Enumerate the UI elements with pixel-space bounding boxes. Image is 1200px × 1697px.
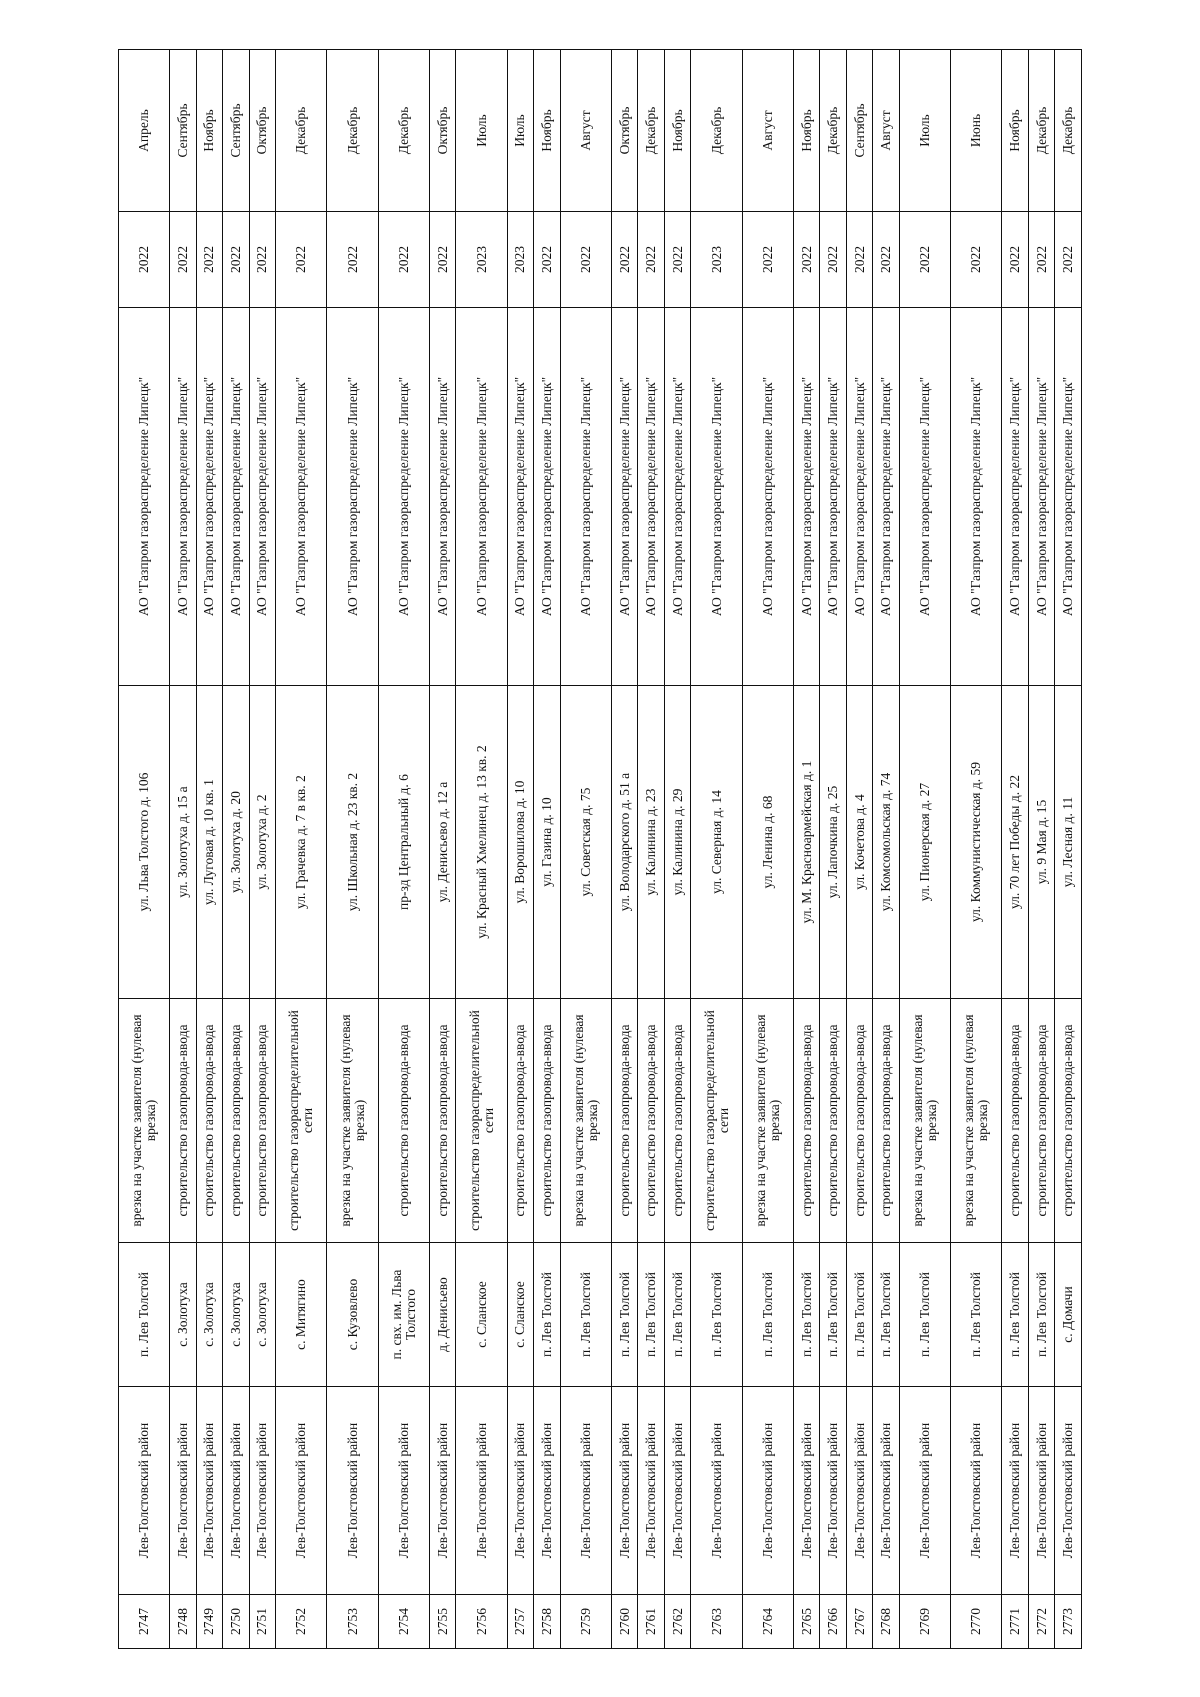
locality-cell: с. Сланское [507,1243,534,1387]
district-cell: Лев-Толстовский район [691,1387,742,1595]
month-cell: Октябрь [249,50,276,212]
table-row [378,50,429,1649]
district-cell: Лев-Толстовский район [611,1387,638,1595]
organization-cell: АО "Газпром газораспределение Липецк" [456,308,507,686]
month-cell: Декабрь [691,50,742,212]
work-type-cell: строительство газопровода-ввода [378,999,429,1243]
month-cell: Ноябрь [196,50,223,212]
row-number-cell: 2747 [119,1595,170,1649]
organization-cell: АО "Газпром газораспределение Липецк" [1055,308,1082,686]
month-cell: Октябрь [429,50,456,212]
month-cell: Июль [456,50,507,212]
district-cell: Лев-Толстовский район [820,1387,847,1595]
locality-cell: п. Лев Толстой [899,1243,950,1387]
organization-cell: АО "Газпром газораспределение Липецк" [899,308,950,686]
district-cell: Лев-Толстовский район [899,1387,950,1595]
organization-cell: АО "Газпром газораспределение Липецк" [742,308,793,686]
locality-cell: п. Лев Толстой [951,1243,1002,1387]
month-cell: Август [873,50,900,212]
month-cell: Декабрь [820,50,847,212]
district-cell: Лев-Толстовский район [223,1387,250,1595]
year-cell: 2022 [560,212,611,308]
work-type-cell: врезка на участке заявителя (нулевая врезка) [951,999,1002,1243]
locality-cell: п. Лев Толстой [560,1243,611,1387]
locality-cell: п. Лев Толстой [534,1243,561,1387]
address-cell: ул. Володарского д. 51 а [611,686,638,999]
address-cell: ул. Советская д. 75 [560,686,611,999]
year-cell: 2022 [327,212,378,308]
locality-cell: с. Митягино [276,1243,327,1387]
locality-cell: с. Золотуха [196,1243,223,1387]
month-cell: Декабрь [378,50,429,212]
row-number-cell: 2759 [560,1595,611,1649]
year-cell: 2022 [873,212,900,308]
year-cell: 2022 [378,212,429,308]
work-type-cell: строительство газораспределительной сети [276,999,327,1243]
table-row [873,50,900,1649]
locality-cell: п. Лев Толстой [119,1243,170,1387]
district-cell: Лев-Толстовский район [1002,1387,1029,1595]
work-type-cell: строительство газопровода-ввода [223,999,250,1243]
locality-cell: с. Домачи [1055,1243,1082,1387]
address-cell: ул. Пионерская д. 27 [899,686,950,999]
locality-cell: п. свх. им. Льва Толстого [378,1243,429,1387]
work-type-cell: строительство газопровода-ввода [1028,999,1055,1243]
work-type-cell: строительство газопровода-ввода [846,999,873,1243]
address-cell: ул. Золотуха д. 15 а [170,686,197,999]
locality-cell: п. Лев Толстой [742,1243,793,1387]
organization-cell: АО "Газпром газораспределение Липецк" [873,308,900,686]
gasification-register-table [118,49,1082,1649]
locality-cell: п. Лев Толстой [638,1243,665,1387]
row-number-cell: 2769 [899,1595,950,1649]
table-row [170,50,197,1649]
year-cell: 2022 [119,212,170,308]
row-number-cell: 2757 [507,1595,534,1649]
year-cell: 2022 [1055,212,1082,308]
row-number-cell: 2764 [742,1595,793,1649]
district-cell: Лев-Толстовский район [276,1387,327,1595]
table-row [223,50,250,1649]
district-cell: Лев-Толстовский район [560,1387,611,1595]
district-cell: Лев-Толстовский район [327,1387,378,1595]
row-number-cell: 2768 [873,1595,900,1649]
organization-cell: АО "Газпром газораспределение Липецк" [249,308,276,686]
row-number-cell: 2750 [223,1595,250,1649]
organization-cell: АО "Газпром газораспределение Липецк" [119,308,170,686]
work-type-cell: строительство газопровода-ввода [534,999,561,1243]
district-cell: Лев-Толстовский район [196,1387,223,1595]
table-row [1055,50,1082,1649]
month-cell: Ноябрь [664,50,691,212]
district-cell: Лев-Толстовский район [1055,1387,1082,1595]
year-cell: 2023 [507,212,534,308]
row-number-cell: 2748 [170,1595,197,1649]
work-type-cell: строительство газопровода-ввода [170,999,197,1243]
row-number-cell: 2749 [196,1595,223,1649]
table-row [1002,50,1029,1649]
row-number-cell: 2772 [1028,1595,1055,1649]
address-cell: ул. М. Красноармейская д. 1 [793,686,820,999]
row-number-cell: 2758 [534,1595,561,1649]
table-row [846,50,873,1649]
work-type-cell: строительство газопровода-ввода [638,999,665,1243]
organization-cell: АО "Газпром газораспределение Липецк" [664,308,691,686]
month-cell: Сентябрь [223,50,250,212]
organization-cell: АО "Газпром газораспределение Липецк" [560,308,611,686]
locality-cell: п. Лев Толстой [846,1243,873,1387]
district-cell: Лев-Толстовский район [170,1387,197,1595]
work-type-cell: строительство газораспределительной сети [691,999,742,1243]
month-cell: Декабрь [1055,50,1082,212]
locality-cell: п. Лев Толстой [873,1243,900,1387]
table-row [429,50,456,1649]
table-row [611,50,638,1649]
month-cell: Июль [507,50,534,212]
organization-cell: АО "Газпром газораспределение Липецк" [820,308,847,686]
district-cell: Лев-Толстовский район [378,1387,429,1595]
organization-cell: АО "Газпром газораспределение Липецк" [276,308,327,686]
row-number-cell: 2756 [456,1595,507,1649]
rotated-table-wrapper [118,50,1082,1649]
district-cell: Лев-Толстовский район [429,1387,456,1595]
year-cell: 2022 [793,212,820,308]
month-cell: Декабрь [1028,50,1055,212]
work-type-cell: строительство газопровода-ввода [1055,999,1082,1243]
month-cell: Ноябрь [534,50,561,212]
locality-cell: с. Золотуха [223,1243,250,1387]
address-cell: ул. Кочетова д. 4 [846,686,873,999]
work-type-cell: врезка на участке заявителя (нулевая врезка) [560,999,611,1243]
address-cell: ул. Калинина д. 29 [664,686,691,999]
table-row [793,50,820,1649]
table-row [951,50,1002,1649]
locality-cell: п. Лев Толстой [691,1243,742,1387]
month-cell: Сентябрь [846,50,873,212]
year-cell: 2022 [223,212,250,308]
month-cell: Сентябрь [170,50,197,212]
locality-cell: с. Кузовлево [327,1243,378,1387]
locality-cell: п. Лев Толстой [1002,1243,1029,1387]
year-cell: 2022 [638,212,665,308]
table-row [742,50,793,1649]
organization-cell: АО "Газпром газораспределение Липецк" [429,308,456,686]
organization-cell: АО "Газпром газораспределение Липецк" [793,308,820,686]
work-type-cell: строительство газораспределительной сети [456,999,507,1243]
row-number-cell: 2754 [378,1595,429,1649]
table-row [507,50,534,1649]
organization-cell: АО "Газпром газораспределение Липецк" [196,308,223,686]
row-number-cell: 2773 [1055,1595,1082,1649]
year-cell: 2022 [846,212,873,308]
month-cell: Октябрь [611,50,638,212]
address-cell: ул. Ленина д. 68 [742,686,793,999]
organization-cell: АО "Газпром газораспределение Липецк" [638,308,665,686]
table-row [276,50,327,1649]
row-number-cell: 2760 [611,1595,638,1649]
address-cell: ул. Луговая д. 10 кв. 1 [196,686,223,999]
table-row [820,50,847,1649]
locality-cell: д. Денисьево [429,1243,456,1387]
table-row [196,50,223,1649]
year-cell: 2022 [534,212,561,308]
month-cell: Декабрь [638,50,665,212]
row-number-cell: 2755 [429,1595,456,1649]
address-cell: ул. Грачевка д. 7 в кв. 2 [276,686,327,999]
locality-cell: п. Лев Толстой [664,1243,691,1387]
organization-cell: АО "Газпром газораспределение Липецк" [327,308,378,686]
organization-cell: АО "Газпром газораспределение Липецк" [170,308,197,686]
district-cell: Лев-Толстовский район [456,1387,507,1595]
year-cell: 2022 [664,212,691,308]
organization-cell: АО "Газпром газораспределение Липецк" [378,308,429,686]
table-row [664,50,691,1649]
row-number-cell: 2765 [793,1595,820,1649]
work-type-cell: строительство газопровода-ввода [507,999,534,1243]
table-row [691,50,742,1649]
address-cell: ул. Северная д. 14 [691,686,742,999]
work-type-cell: строительство газопровода-ввода [611,999,638,1243]
work-type-cell: строительство газопровода-ввода [1002,999,1029,1243]
work-type-cell: строительство газопровода-ввода [196,999,223,1243]
year-cell: 2022 [249,212,276,308]
district-cell: Лев-Толстовский район [742,1387,793,1595]
year-cell: 2022 [820,212,847,308]
row-number-cell: 2763 [691,1595,742,1649]
address-cell: ул. Ворошилова д. 10 [507,686,534,999]
locality-cell: с. Сланское [456,1243,507,1387]
district-cell: Лев-Толстовский район [846,1387,873,1595]
work-type-cell: строительство газопровода-ввода [664,999,691,1243]
work-type-cell: врезка на участке заявителя (нулевая врезка) [899,999,950,1243]
row-number-cell: 2770 [951,1595,1002,1649]
locality-cell: п. Лев Толстой [820,1243,847,1387]
row-number-cell: 2752 [276,1595,327,1649]
month-cell: Апрель [119,50,170,212]
organization-cell: АО "Газпром газораспределение Липецк" [611,308,638,686]
year-cell: 2023 [691,212,742,308]
month-cell: Июнь [951,50,1002,212]
district-cell: Лев-Толстовский район [664,1387,691,1595]
table-row [456,50,507,1649]
locality-cell: с. Золотуха [170,1243,197,1387]
month-cell: Декабрь [327,50,378,212]
row-number-cell: 2766 [820,1595,847,1649]
address-cell: пр-зд Центральный д. 6 [378,686,429,999]
year-cell: 2023 [456,212,507,308]
address-cell: ул. 70 лет Победы д. 22 [1002,686,1029,999]
work-type-cell: строительство газопровода-ввода [429,999,456,1243]
address-cell: ул. Калинина д. 23 [638,686,665,999]
address-cell: ул. Льва Толстого д. 106 [119,686,170,999]
month-cell: Июль [899,50,950,212]
month-cell: Декабрь [276,50,327,212]
row-number-cell: 2767 [846,1595,873,1649]
locality-cell: п. Лев Толстой [1028,1243,1055,1387]
year-cell: 2022 [1028,212,1055,308]
address-cell: ул. Коммунистическая д. 59 [951,686,1002,999]
address-cell: ул. Лесная д. 11 [1055,686,1082,999]
year-cell: 2022 [170,212,197,308]
table-body [119,50,1082,1649]
district-cell: Лев-Толстовский район [793,1387,820,1595]
organization-cell: АО "Газпром газораспределение Липецк" [691,308,742,686]
work-type-cell: врезка на участке заявителя (нулевая врезка) [327,999,378,1243]
year-cell: 2022 [611,212,638,308]
address-cell: ул. Газина д. 10 [534,686,561,999]
work-type-cell: врезка на участке заявителя (нулевая врезка) [119,999,170,1243]
work-type-cell: строительство газопровода-ввода [820,999,847,1243]
district-cell: Лев-Толстовский район [638,1387,665,1595]
month-cell: Ноябрь [1002,50,1029,212]
row-number-cell: 2762 [664,1595,691,1649]
month-cell: Август [742,50,793,212]
work-type-cell: строительство газопровода-ввода [873,999,900,1243]
year-cell: 2022 [951,212,1002,308]
year-cell: 2022 [899,212,950,308]
year-cell: 2022 [742,212,793,308]
organization-cell: АО "Газпром газораспределение Липецк" [1028,308,1055,686]
month-cell: Ноябрь [793,50,820,212]
year-cell: 2022 [196,212,223,308]
address-cell: ул. Красный Хмелинец д. 13 кв. 2 [456,686,507,999]
locality-cell: с. Золотуха [249,1243,276,1387]
year-cell: 2022 [429,212,456,308]
organization-cell: АО "Газпром газораспределение Липецк" [534,308,561,686]
address-cell: ул. Золотуха д. 2 [249,686,276,999]
address-cell: ул. Лапочкина д. 25 [820,686,847,999]
address-cell: ул. 9 Мая д. 15 [1028,686,1055,999]
work-type-cell: строительство газопровода-ввода [793,999,820,1243]
row-number-cell: 2751 [249,1595,276,1649]
district-cell: Лев-Толстовский район [873,1387,900,1595]
address-cell: ул. Комсомольская д. 74 [873,686,900,999]
address-cell: ул. Золотуха д. 20 [223,686,250,999]
row-number-cell: 2753 [327,1595,378,1649]
month-cell: Август [560,50,611,212]
organization-cell: АО "Газпром газораспределение Липецк" [507,308,534,686]
year-cell: 2022 [276,212,327,308]
organization-cell: АО "Газпром газораспределение Липецк" [1002,308,1029,686]
table-row [327,50,378,1649]
district-cell: Лев-Толстовский район [249,1387,276,1595]
organization-cell: АО "Газпром газораспределение Липецк" [846,308,873,686]
table-row [1028,50,1055,1649]
work-type-cell: строительство газопровода-ввода [249,999,276,1243]
address-cell: ул. Денисьево д. 12 а [429,686,456,999]
district-cell: Лев-Толстовский район [507,1387,534,1595]
year-cell: 2022 [1002,212,1029,308]
district-cell: Лев-Толстовский район [951,1387,1002,1595]
organization-cell: АО "Газпром газораспределение Липецк" [223,308,250,686]
table-row [119,50,170,1649]
table-row [899,50,950,1649]
address-cell: ул. Школьная д. 23 кв. 2 [327,686,378,999]
table-row [249,50,276,1649]
table-row [638,50,665,1649]
row-number-cell: 2761 [638,1595,665,1649]
work-type-cell: врезка на участке заявителя (нулевая врезка) [742,999,793,1243]
table-row [560,50,611,1649]
locality-cell: п. Лев Толстой [793,1243,820,1387]
district-cell: Лев-Толстовский район [534,1387,561,1595]
locality-cell: п. Лев Толстой [611,1243,638,1387]
table-row [534,50,561,1649]
district-cell: Лев-Толстовский район [1028,1387,1055,1595]
district-cell: Лев-Толстовский район [119,1387,170,1595]
organization-cell: АО "Газпром газораспределение Липецк" [951,308,1002,686]
row-number-cell: 2771 [1002,1595,1029,1649]
